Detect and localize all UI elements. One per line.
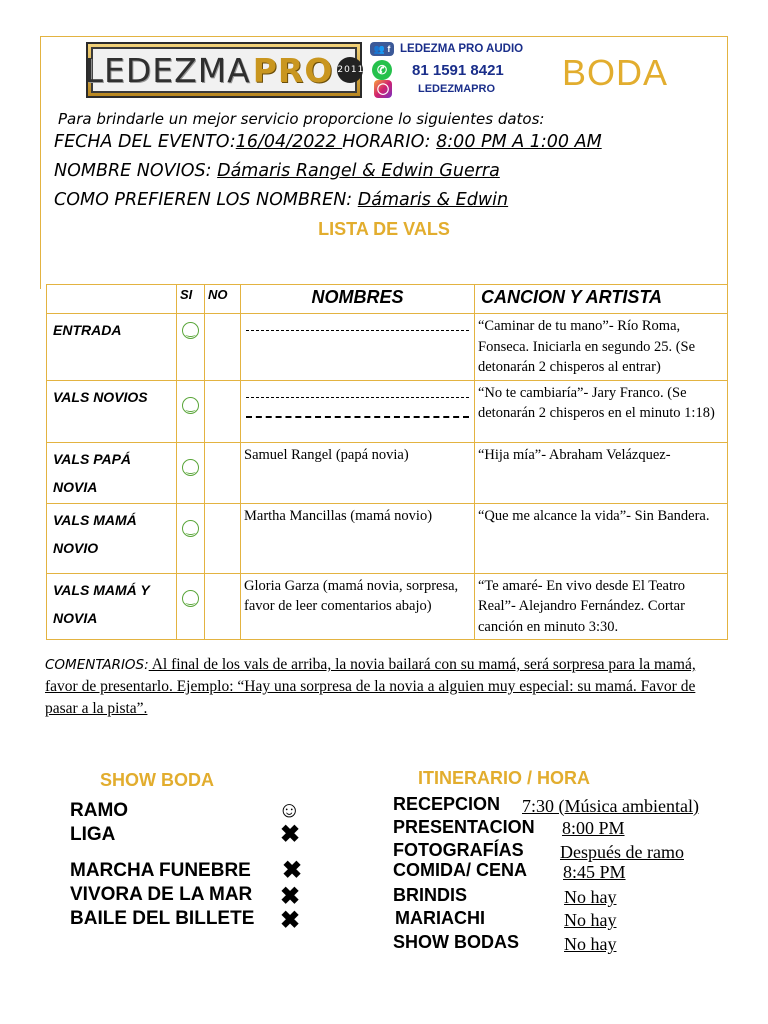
date-label: FECHA DEL EVENTO: <box>54 132 236 152</box>
cross-icon: ✖ <box>282 857 303 884</box>
no-cell <box>205 573 241 640</box>
no-cell <box>205 442 241 503</box>
table-row <box>47 380 728 442</box>
itinerary-value: 8:00 PM <box>562 818 625 838</box>
itinerary-label: RECEPCION <box>393 794 501 814</box>
itinerary-label: BRINDIS <box>393 885 468 905</box>
cancion-cell: “Hija mía”- Abraham Velázquez- <box>475 442 728 503</box>
logo-text-left: LEDEZMA <box>84 50 251 90</box>
itinerary-label: FOTOGRAFÍAS <box>393 840 524 860</box>
table-row <box>47 503 728 573</box>
social-handle: LEDEZMAPRO <box>418 83 495 95</box>
itinerary-label: COMIDA/ CENA <box>393 860 527 880</box>
itinerary-label: MARIACHI <box>395 908 485 928</box>
header-si: SI <box>177 285 205 314</box>
cancion-cell: “No te cambiaría”- Jary Franco. (Se detonarán 2 chisperos en el minuto 1:18) <box>475 380 728 442</box>
show-item-billete: BAILE DEL BILLETE <box>70 908 255 929</box>
cancion-cell: “Que me alcance la vida”- Sin Bandera. <box>475 503 728 573</box>
header-cancion: CANCION Y ARTISTA <box>475 285 728 314</box>
si-cell <box>177 442 205 503</box>
smiley-icon: ☺ <box>278 797 301 822</box>
show-item-marcha: MARCHA FUNEBRE <box>70 860 251 881</box>
table-row <box>47 442 728 503</box>
smiley-icon: ‿ <box>182 397 199 414</box>
phone-number: 81 1591 8421 <box>412 61 504 79</box>
itinerary-value: 8:45 PM <box>563 862 626 882</box>
social-company-row <box>370 42 523 56</box>
smiley-icon: ‿ <box>182 590 199 607</box>
blank-line <box>246 322 469 331</box>
show-title: SHOW BODA <box>100 770 214 790</box>
vals-table <box>46 284 728 640</box>
table-row <box>47 573 728 640</box>
row-label: VALS NOVIOS <box>47 380 177 442</box>
si-cell <box>177 314 205 381</box>
table-row <box>47 314 728 381</box>
ledezma-pro-logo <box>84 42 365 98</box>
row-label: VALS MAMÁ Y NOVIA <box>47 573 177 640</box>
couple-value: Dámaris Rangel & Edwin Guerra <box>217 161 500 181</box>
vals-header-row <box>47 285 728 314</box>
nombres-cell: Samuel Rangel (papá novia) <box>241 442 475 503</box>
called-label: COMO PREFIEREN LOS NOMBREN: <box>54 190 353 210</box>
company-name: LEDEZMA PRO AUDIO <box>400 43 524 55</box>
itinerary-value: Después de ramo <box>560 842 684 862</box>
called-line <box>54 190 508 210</box>
row-label: VALS PAPÁ NOVIA <box>47 442 177 503</box>
header-nombres: NOMBRES <box>241 285 475 314</box>
nombres-cell: Martha Mancillas (mamá novio) <box>241 503 475 573</box>
nombres-cell <box>241 314 475 381</box>
itinerary-value: No hay <box>564 934 617 954</box>
itinerary-value: 7:30 (Música ambiental) <box>522 796 699 816</box>
no-cell <box>205 380 241 442</box>
itinerary-title: ITINERARIO / HORA <box>418 768 591 788</box>
cross-icon: ✖ <box>280 907 301 934</box>
si-cell <box>177 503 205 573</box>
show-item-ramo: RAMO <box>70 800 129 821</box>
smiley-icon: ‿ <box>182 520 199 537</box>
itinerary-label: PRESENTACION <box>393 817 535 837</box>
no-cell <box>205 503 241 573</box>
facebook-icon: 👥 f <box>370 42 394 56</box>
row-label: VALS MAMÁ NOVIO <box>47 503 177 573</box>
row-label: ENTRADA <box>47 314 177 381</box>
blank-line <box>246 389 469 398</box>
couple-label: NOMBRE NOVIOS: <box>54 161 212 181</box>
header-empty <box>47 285 177 314</box>
si-cell <box>177 573 205 640</box>
show-item-vivora: VIVORA DE LA MAR <box>70 884 253 905</box>
no-cell <box>205 314 241 381</box>
header-no: NO <box>205 285 241 314</box>
cross-icon: ✖ <box>280 821 301 848</box>
time-value: 8:00 PM A 1:00 AM <box>436 132 602 152</box>
social-handle-row <box>374 80 495 98</box>
itinerary-label: SHOW BODAS <box>393 932 519 952</box>
show-item-liga: LIGA <box>70 824 116 845</box>
comments-block <box>45 654 725 720</box>
intro-text: Para brindarle un mejor servicio proporcione lo siguientes datos: <box>58 110 545 128</box>
cancion-cell: “Caminar de tu mano”- Río Roma, Fonseca. Iniciarla en segundo 25. (Se detonarán 2 chisperos al entrar) <box>475 314 728 381</box>
nombres-cell <box>241 380 475 442</box>
couple-line <box>54 161 500 181</box>
comments-label: COMENTARIOS: <box>45 657 149 673</box>
date-value: 16/04/2022 <box>235 132 343 152</box>
cancion-cell: “Te amaré- En vivo desde El Teatro Real”- Alejandro Fernández. Cortar canción en minuto 3:30. <box>475 573 728 640</box>
logo-disc: 2011 <box>337 57 363 83</box>
event-date-line <box>54 132 602 152</box>
logo-text-right: PRO <box>252 50 334 90</box>
cross-icon: ✖ <box>280 883 301 910</box>
social-phone-row <box>372 60 504 80</box>
called-value: Dámaris & Edwin <box>357 190 509 210</box>
instagram-icon: ◯ <box>374 80 392 98</box>
vals-list-title: LISTA DE VALS <box>318 219 450 239</box>
nombres-cell: Gloria Garza (mamá novia, sorpresa, favor de leer comentarios abajo) <box>241 573 475 640</box>
comments-text: Al final de los vals de arriba, la novia bailará con su mamá, será sorpresa para la mamá, favor de presentarlo. Ejemplo: “Hay una sorpresa de la novia a alguien muy especial: su mamá. Favor de pasar a la pista”. <box>45 656 696 717</box>
smiley-icon: ‿ <box>182 459 199 476</box>
smiley-icon: ‿ <box>182 322 199 339</box>
blank-line <box>246 408 469 418</box>
itinerary-value: No hay <box>564 910 617 930</box>
time-label: HORARIO: <box>342 132 431 152</box>
si-cell <box>177 380 205 442</box>
whatsapp-icon: ✆ <box>372 60 392 80</box>
itinerary-value: No hay <box>564 887 617 907</box>
event-type-title: BODA <box>562 52 669 93</box>
